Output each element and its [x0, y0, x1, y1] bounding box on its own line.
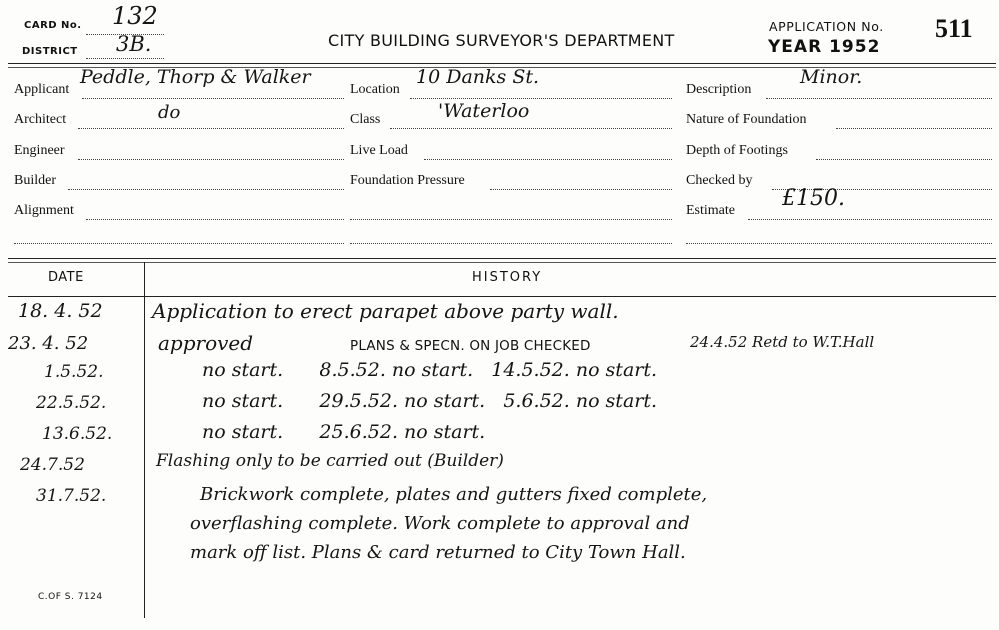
location-label: Location: [350, 82, 400, 97]
engineer-label: Engineer: [14, 143, 65, 158]
history-row-date: 22.5.52.: [36, 393, 107, 413]
history-row-text: no start. 8.5.52. no start. 14.5.52. no start.: [202, 359, 658, 381]
history-column-header: HISTORY: [472, 270, 543, 285]
architect-dotline: [78, 128, 344, 129]
history-row-text: no start. 29.5.52. no start. 5.6.52. no start.: [202, 390, 658, 412]
description-label: Description: [686, 82, 752, 97]
live-load-dotline: [424, 159, 672, 160]
district-label: DISTRICT: [22, 46, 78, 57]
history-top-border: [8, 258, 996, 259]
history-row-text: no start. 25.6.52. no start.: [202, 421, 486, 443]
checked-by-label: Checked by: [686, 173, 753, 188]
history-row-text-post: 24.4.52 Retd to W.T.Hall: [690, 333, 875, 351]
class-value: 'Waterloo: [438, 100, 530, 122]
history-header-border: [8, 296, 996, 297]
foundation-pressure-dotline: [490, 189, 672, 190]
foundation-pressure-label: Foundation Pressure: [350, 173, 465, 188]
application-no-label: APPLICATION No.: [769, 19, 884, 34]
estimate-dotline: [748, 219, 992, 220]
estimate-value: £150.: [782, 186, 845, 211]
mid-extra-dotline-2: [350, 243, 672, 244]
mid-extra-dotline-1: [350, 219, 672, 220]
history-row-date: 23. 4. 52: [8, 333, 89, 354]
applicant-value: Peddle, Thorp & Walker: [80, 66, 311, 88]
history-row-text: Application to erect parapet above party wall.: [152, 299, 619, 323]
description-dotline: [766, 98, 992, 99]
live-load-label: Live Load: [350, 143, 408, 158]
right-extra-dotline: [686, 243, 992, 244]
history-row-text-pre: approved: [158, 331, 254, 355]
form-code: C.OF S. 7124: [38, 592, 103, 602]
builder-dotline: [68, 189, 344, 190]
history-row-date: 24.7.52: [20, 455, 85, 475]
estimate-label: Estimate: [686, 203, 735, 218]
history-row-text: Flashing only to be carried out (Builder): [156, 451, 504, 471]
header-separator: [8, 63, 996, 64]
history-row-date: 31.7.52.: [36, 486, 107, 506]
alignment-label: Alignment: [14, 203, 74, 218]
card-no-label: CARD No.: [24, 20, 82, 31]
card-no-value: 132: [112, 2, 158, 30]
history-row-text: mark off list. Plans & card returned to City Town Hall.: [190, 542, 686, 563]
builder-label: Builder: [14, 173, 56, 188]
engineer-dotline: [78, 159, 344, 160]
applicant-label: Applicant: [14, 82, 70, 97]
checked-stamp: PLANS & SPECN. ON JOB CHECKED: [350, 338, 591, 354]
depth-of-footings-label: Depth of Footings: [686, 143, 788, 158]
history-row-text: Brickwork complete, plates and gutters fixed complete,: [200, 484, 708, 505]
date-column-header: DATE: [48, 270, 84, 285]
depth-of-footings-dotline: [816, 159, 992, 160]
district-value: 3B.: [116, 32, 152, 56]
history-row-date: 13.6.52.: [42, 424, 113, 444]
architect-label: Architect: [14, 112, 67, 127]
architect-value: do: [158, 102, 181, 123]
history-row-date: 18. 4. 52: [18, 300, 103, 322]
department-title: CITY BUILDING SURVEYOR'S DEPARTMENT: [328, 31, 675, 50]
location-value: 10 Danks St.: [416, 66, 540, 88]
class-label: Class: [350, 112, 381, 127]
location-dotline: [410, 98, 672, 99]
nature-of-foundation-dotline: [836, 128, 992, 129]
description-value: Minor.: [800, 66, 863, 88]
alignment-dotline: [86, 219, 344, 220]
applicant-dotline: [82, 98, 344, 99]
history-top-border-2: [8, 262, 996, 263]
class-dotline: [390, 128, 672, 129]
history-row-text: overflashing complete. Work complete to approval and: [190, 513, 690, 534]
date-column-divider: [144, 262, 145, 618]
district-dotline: [86, 58, 164, 59]
left-extra-dotline: [14, 243, 344, 244]
nature-of-foundation-label: Nature of Foundation: [686, 112, 807, 127]
year-label: YEAR 1952: [768, 37, 881, 57]
application-no-value: 511: [935, 14, 973, 43]
history-row-date: 1.5.52.: [44, 362, 104, 382]
